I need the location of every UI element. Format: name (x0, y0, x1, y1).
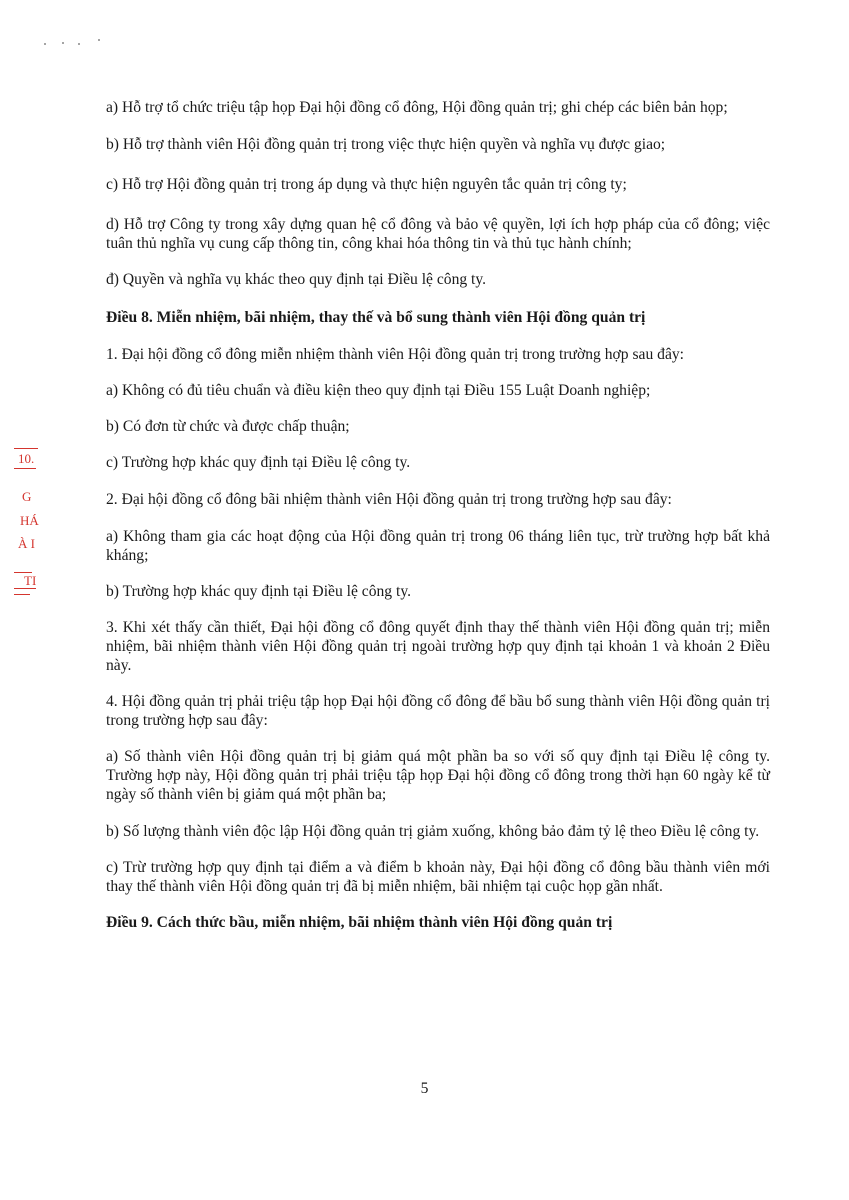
clause-b-support-members: b) Hỗ trợ thành viên Hội đồng quản trị trong việc thực hiện quyền và nghĩa vụ được giao; (106, 136, 666, 153)
article-8-item-4c: c) Trừ trường hợp quy định tại điểm a và điểm b khoản này, Đại hội đồng cổ đông bầu thành viên mới thay thế thành viên Hội đồng quản trị đã bị miễn nhiệm, bãi nhiệm tại cuộc họp gần nhất. (106, 859, 770, 895)
article-8-item-1c: c) Trường hợp khác quy định tại Điều lệ công ty. (106, 454, 411, 471)
stamp-line: 10. (18, 451, 35, 466)
clause-c-support-governance: c) Hỗ trợ Hội đồng quản trị trong áp dụng và thực hiện nguyên tắc quản trị công ty; (106, 176, 627, 193)
article-8-item-2b: b) Trường hợp khác quy định tại Điều lệ công ty. (106, 583, 412, 600)
article-8-item-3: 3. Khi xét thấy cần thiết, Đại hội đồng cổ đông quyết định thay thế thành viên Hội đồng quản trị; miễn nhiệm, bãi nhiệm thành viên Hội đồng quản trị ngoài trường hợp quy định tại khoản 1 và khoản 2 Điều này. (106, 619, 770, 674)
article-8-item-1a: a) Không có đủ tiêu chuẩn và điều kiện theo quy định tại Điều 155 Luật Doanh nghiệp; (106, 382, 651, 399)
article-8-item-4a: a) Số thành viên Hội đồng quản trị bị giảm quá một phần ba so với số quy định tại Điều lệ công ty. Trường hợp này, Hội đồng quản trị phải triệu tập họp Đại hội đồng cổ đông trong thời hạn 60 ngày kể từ ngày số thành viên bị giảm quá một phần ba; (106, 748, 770, 803)
article-8-item-4b: b) Số lượng thành viên độc lập Hội đồng quản trị giảm xuống, không bảo đảm tỷ lệ theo Điều lệ công ty. (106, 823, 760, 840)
stamp-line: TI (24, 573, 37, 588)
article-8-heading: Điều 8. Miễn nhiệm, bãi nhiệm, thay thế và bổ sung thành viên Hội đồng quản trị (106, 309, 646, 326)
document-body (106, 98, 770, 932)
scan-specks (40, 38, 110, 48)
article-8-item-2a: a) Không tham gia các hoạt động của Hội đồng quản trị trong 06 tháng liên tục, trừ trường hợp bất khả kháng; (106, 528, 770, 564)
page-number: 5 (420, 1080, 429, 1097)
stamp-line: G (22, 489, 32, 504)
article-8-item-4: 4. Hội đồng quản trị phải triệu tập họp Đại hội đồng cổ đông để bầu bổ sung thành viên Hội đồng quản trị trong trường hợp sau đây: (106, 693, 770, 729)
stamp-line: À I (18, 536, 35, 551)
clause-d-support-shareholders: d) Hỗ trợ Công ty trong xây dựng quan hệ cổ đông và bảo vệ quyền, lợi ích hợp pháp của cổ đông; việc tuân thủ nghĩa vụ cung cấp thông tin, công khai hóa thông tin và thủ tục hành chính; (106, 216, 770, 252)
clause-a-support-meetings: a) Hỗ trợ tổ chức triệu tập họp Đại hội đồng cổ đông, Hội đồng quản trị; ghi chép các biên bản họp; (106, 99, 728, 116)
article-8-item-2: 2. Đại hội đồng cổ đông bãi nhiệm thành viên Hội đồng quản trị trong trường hợp sau đây: (106, 491, 672, 508)
article-9-heading: Điều 9. Cách thức bầu, miễn nhiệm, bãi nhiệm thành viên Hội đồng quản trị (106, 914, 613, 931)
red-stamp-fragment (10, 448, 44, 608)
article-8-item-1: 1. Đại hội đồng cổ đông miễn nhiệm thành viên Hội đồng quản trị trong trường hợp sau đây: (106, 346, 685, 363)
article-8-item-1b: b) Có đơn từ chức và được chấp thuận; (106, 418, 350, 435)
stamp-line: HÁ (20, 513, 39, 528)
clause-dd-other-rights: đ) Quyền và nghĩa vụ khác theo quy định tại Điều lệ công ty. (106, 271, 487, 288)
